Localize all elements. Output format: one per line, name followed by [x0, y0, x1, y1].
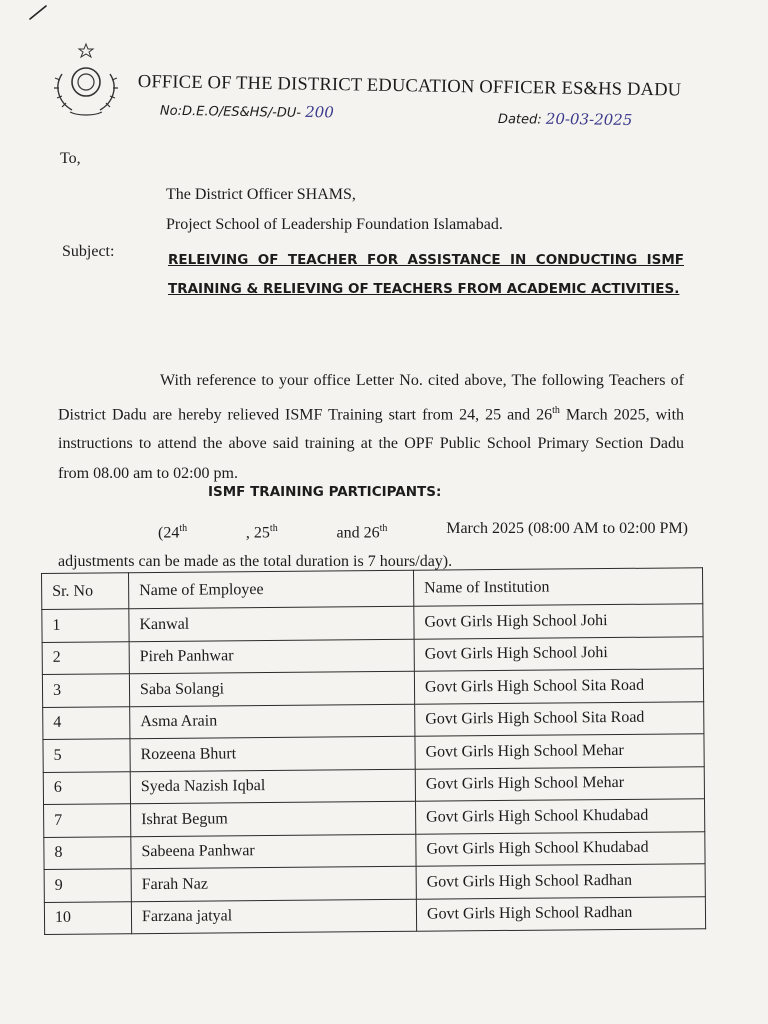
cell-employee: Kanwal [129, 606, 414, 641]
cell-sr-no: 6 [43, 771, 130, 804]
header-employee: Name of Employee [129, 570, 414, 608]
salutation-to: To, [60, 150, 81, 167]
schedule-day-3: and 26th [336, 523, 388, 542]
schedule-day-1: (24th [158, 523, 188, 542]
cell-employee: Rozeena Bhurt [130, 736, 415, 771]
cell-employee: Pireh Panhwar [129, 639, 414, 674]
table-row [44, 896, 705, 934]
schedule-note: adjustments can be made as the total duration is 7 hours/day). [58, 553, 453, 571]
cell-institution: Govt Girls High School Johi [414, 636, 703, 671]
reference-prefix: No:D.E.O/ES&HS/-DU- [159, 103, 302, 121]
subject-text: RELEIVING OF TEACHER FOR ASSISTANCE IN CONDUCTING ISMF TRAINING & RELIEVING OF TEACHERS FROM ACADEMIC ACTIVITIES. [168, 252, 684, 297]
dated-value: 20-03-2025 [545, 109, 633, 130]
recipient-line-1: The District Officer SHAMS, [166, 186, 356, 203]
participants-heading: ISMF TRAINING PARTICIPANTS: [208, 484, 442, 500]
header-sr-no: Sr. No [42, 573, 129, 610]
cell-sr-no: 9 [44, 869, 131, 902]
cell-institution: Govt Girls High School Radhan [416, 896, 705, 931]
cell-sr-no: 8 [44, 836, 131, 869]
table-header-row [42, 568, 703, 610]
reference-handwritten-number: 200 [305, 102, 334, 122]
schedule-month-time: March 2025 (08:00 AM to 02:00 PM) [446, 520, 688, 537]
subject-label: Subject: [62, 243, 115, 260]
cell-institution: Govt Girls High School Radhan [416, 864, 705, 899]
recipient-line-2: Project School of Leadership Foundation Islamabad. [166, 216, 503, 233]
cell-sr-no: 4 [43, 706, 130, 739]
header-institution: Name of Institution [413, 568, 702, 607]
dated-label: Dated: [497, 111, 542, 128]
cell-sr-no: 7 [44, 804, 131, 837]
cell-employee: Sabeena Panhwar [131, 834, 416, 869]
cell-employee: Farzana jatyal [131, 899, 416, 934]
body-superscript: th [552, 404, 560, 416]
cell-sr-no: 3 [42, 674, 129, 707]
schedule-day-2: , 25th [245, 523, 278, 542]
cell-institution: Govt Girls High School Mehar [415, 734, 704, 769]
reference-number [160, 101, 334, 122]
cell-employee: Farah Naz [131, 866, 416, 901]
letter-date [498, 109, 633, 129]
cell-institution: Govt Girls High School Mehar [415, 766, 704, 801]
participants-table [41, 567, 706, 935]
cell-employee: Syeda Nazish Iqbal [130, 769, 415, 804]
pen-mark [28, 2, 50, 22]
cell-sr-no: 5 [43, 739, 130, 772]
cell-institution: Govt Girls High School Khudabad [416, 799, 705, 834]
cell-institution: Govt Girls High School Khudabad [416, 831, 705, 866]
body-text-part-2: March 2025, with instructions to attend the above said training at the OPF Public School Primary Section Dadu from 08.00 am to 02:00 pm. [58, 405, 685, 482]
body-text-part-1: With reference to your office Letter No. cited above, The following Teachers of District Dadu are hereby relieved ISMF Training start from 24, 25 and 26 [58, 372, 684, 423]
office-title: OFFICE OF THE DISTRICT EDUCATION OFFICER ES&HS DADU [137, 72, 682, 101]
cell-institution: Govt Girls High School Sita Road [415, 701, 704, 736]
cell-sr-no: 2 [42, 641, 129, 674]
department-seal-icon [48, 42, 124, 118]
cell-sr-no: 10 [44, 901, 131, 934]
cell-employee: Saba Solangi [129, 671, 414, 706]
cell-employee: Asma Arain [130, 704, 415, 739]
body-paragraph [58, 366, 684, 488]
training-schedule [58, 514, 688, 576]
cell-employee: Ishrat Begum [131, 801, 416, 836]
cell-institution: Govt Girls High School Sita Road [414, 669, 703, 704]
cell-sr-no: 1 [42, 609, 129, 642]
cell-institution: Govt Girls High School Johi [414, 604, 703, 639]
